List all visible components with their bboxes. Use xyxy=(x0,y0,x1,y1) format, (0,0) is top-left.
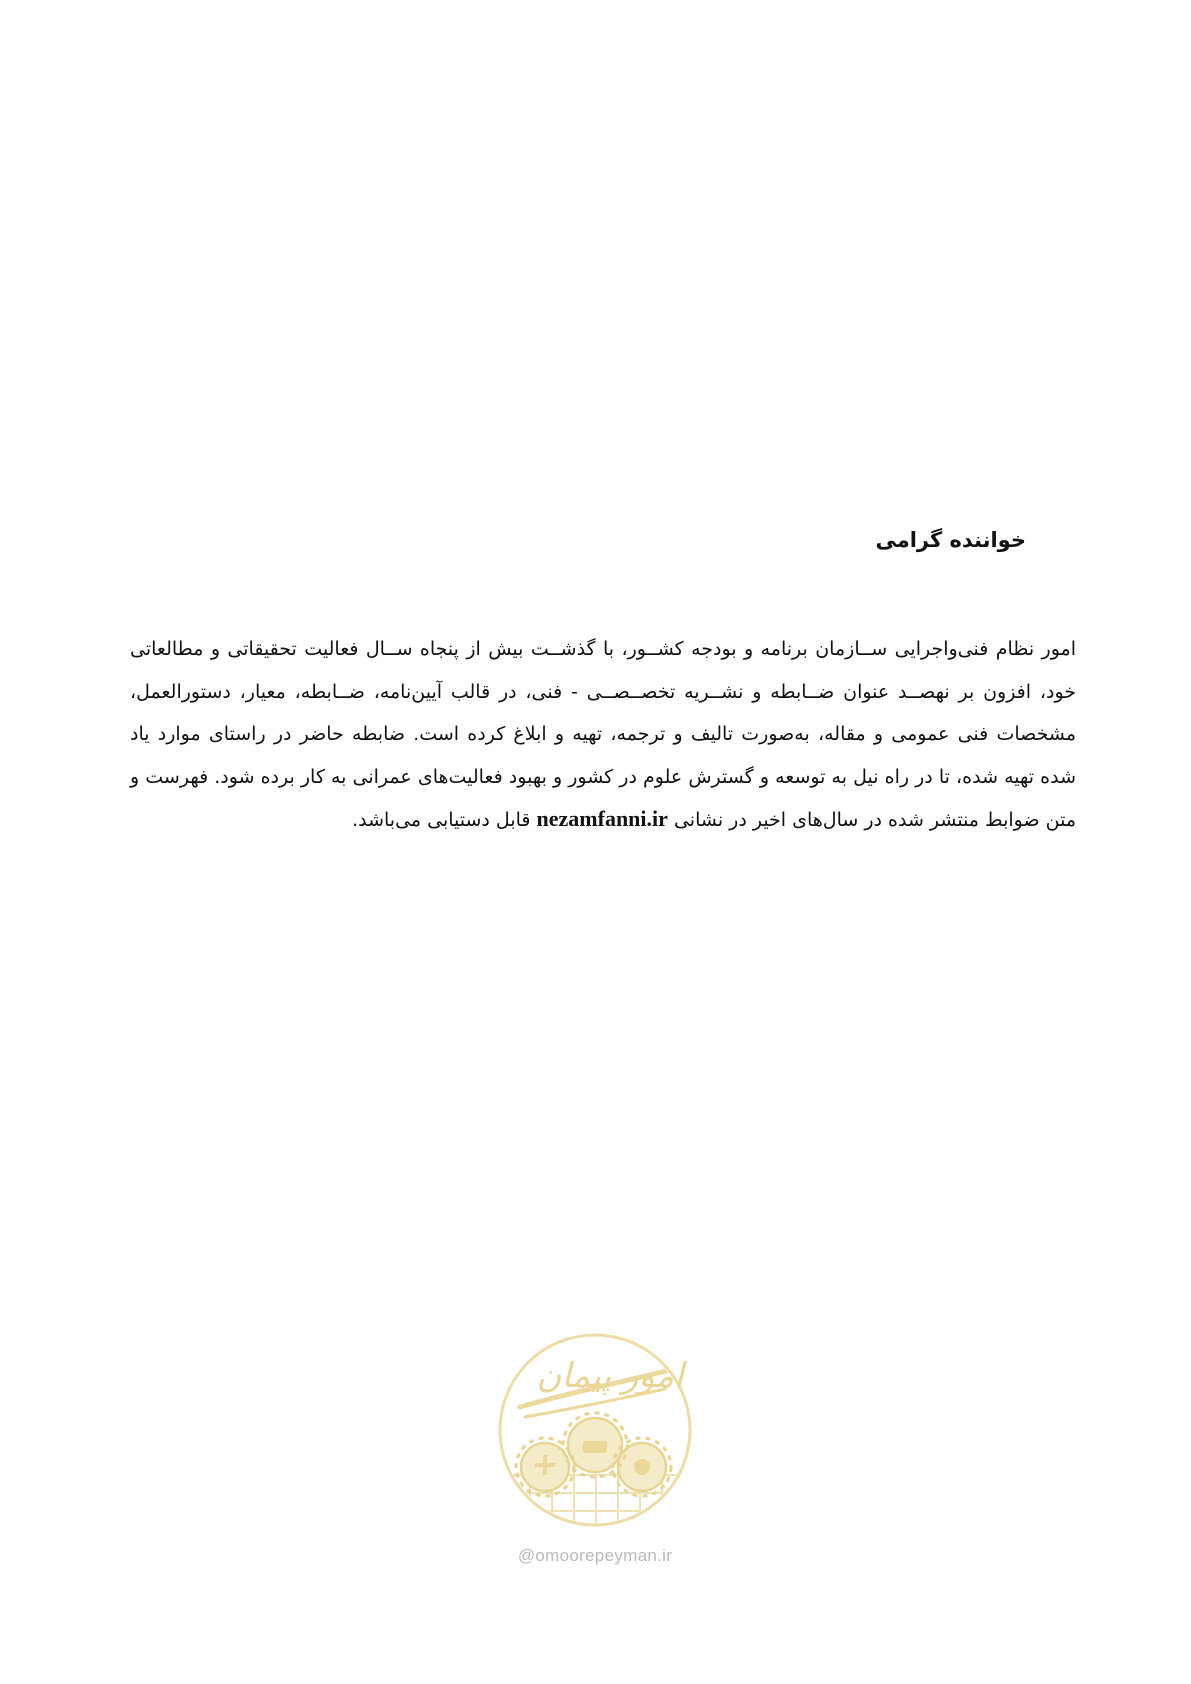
nezamfanni-link[interactable]: nezamfanni.ir xyxy=(536,806,668,831)
intro-paragraph xyxy=(130,628,1076,842)
logo-calligraphy: امور پیمان xyxy=(536,1356,684,1396)
watermark-site-text: @omoorepeyman.ir xyxy=(517,1546,673,1565)
omoorepeyman-logo-watermark xyxy=(490,1325,700,1565)
paragraph-text-after-link: قابل دستیابی می‌باشد. xyxy=(352,809,531,831)
paragraph-text-before-link: امور نظام فنی‌واجرایی ســازمان برنامه و بودجه کشــور، با گذشــت بیش از پنجاه ســال فعالیت تحقیقاتی و مطالعاتی خود، افزون بر نهصــد عنوان ضــابطه و نشــریه تخصــصــی - فنی، در قالب آیین‌نامه، ضــابطه، معیار، دستورالعمل، مشخصات فنی عمومی و مقاله، به‌صورت تالیف و ترجمه، تهیه و ابلاغ کرده است. ضابطه حاضر در راستای موارد یاد شده تهیه شده، تا در راه نیل به توسعه و گسترش علوم در کشور و بهبود فعالیت‌های عمرانی به کار برده شود. فهرست و متن ضوابط منتشر شده در سال‌های اخیر در نشانی xyxy=(130,638,1076,831)
page-heading: خواننده گرامی xyxy=(875,528,1026,552)
